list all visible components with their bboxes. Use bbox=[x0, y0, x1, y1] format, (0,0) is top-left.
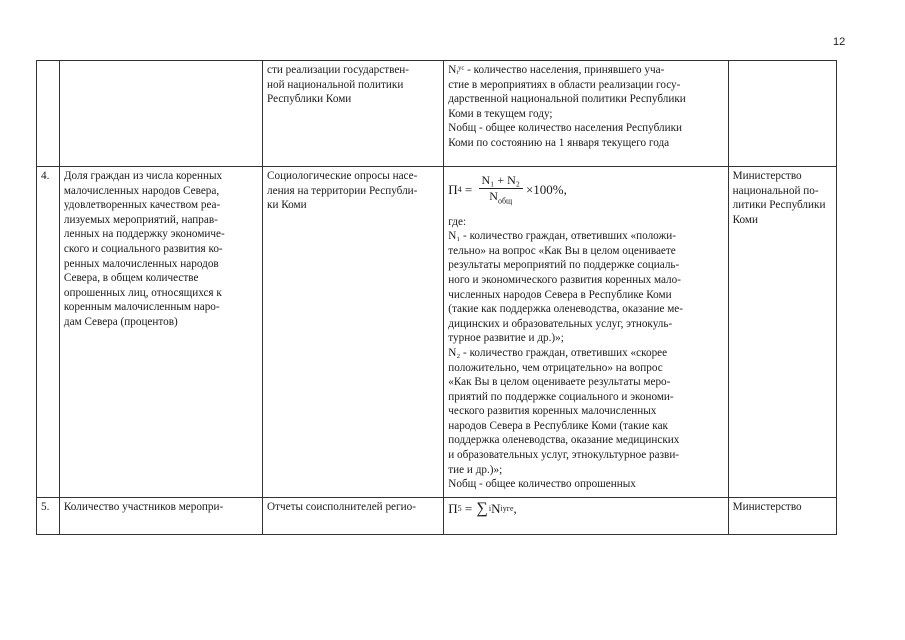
formula-lhs-sub: 5 bbox=[457, 504, 462, 513]
source-cell bbox=[263, 167, 444, 498]
responsible-line: Министерство bbox=[732, 501, 802, 513]
indicator-line: ленных на поддержку экономиче- bbox=[63, 228, 225, 241]
indicator-line: Количество участников меропри- bbox=[63, 501, 224, 513]
indicators-table bbox=[36, 60, 837, 535]
indicator-line: ского и социального развития ко- bbox=[63, 242, 223, 255]
description-line: численных народов Севера в Республике Коми bbox=[448, 288, 672, 301]
indicator-line: дам Севера (процентов) bbox=[63, 315, 178, 328]
indicator-line: малочисленных народов Севера, bbox=[63, 184, 220, 197]
formula-tail: ×100%, bbox=[525, 182, 567, 198]
description-line: ческого развития коренных малочисленных bbox=[448, 405, 657, 418]
formula-term: N bbox=[491, 501, 501, 516]
source-cell bbox=[263, 61, 444, 167]
source-line: Отчеты соисполнителей регио- bbox=[267, 501, 416, 513]
responsible-cell bbox=[728, 61, 836, 167]
formula-lhs: П bbox=[448, 501, 458, 516]
table-row bbox=[37, 61, 837, 167]
row-number: 4. bbox=[41, 170, 50, 182]
responsible-line: литики Республики bbox=[732, 199, 826, 212]
formula-tail: , bbox=[513, 501, 517, 516]
description-line: Коми в текущем году; bbox=[448, 107, 553, 120]
responsible-cell bbox=[728, 498, 836, 535]
formula-lhs-sub: 4 bbox=[457, 185, 462, 195]
source-line: Социологические опросы насе- bbox=[267, 170, 418, 182]
responsible-line: Министерство bbox=[732, 170, 802, 182]
description-line: турное развитие и др.)»; bbox=[448, 332, 564, 345]
formula-cell bbox=[444, 167, 728, 498]
formula-p4 bbox=[448, 173, 723, 209]
formula-p5 bbox=[448, 502, 723, 517]
indicator-cell bbox=[59, 61, 262, 167]
indicator-line: опрошенных лиц, относящихся к bbox=[63, 286, 222, 299]
indicator-line: лизуемых мероприятий, направ- bbox=[63, 213, 218, 226]
formula-term-sub: i bbox=[500, 504, 503, 513]
source-line: ления на территории Республи- bbox=[267, 184, 418, 197]
responsible-line: национальной по- bbox=[732, 184, 819, 197]
indicator-cell bbox=[59, 167, 262, 498]
page-number: 12 bbox=[833, 36, 846, 48]
description-line: (такие как поддержка оленеводства, оказание ме- bbox=[448, 303, 683, 316]
source-line: ки Коми bbox=[267, 199, 307, 212]
formula-lhs: П bbox=[448, 182, 458, 198]
description-line: N₁ - количество граждан, ответивших «положи- bbox=[448, 230, 676, 243]
sum-symbol: ∑ bbox=[476, 500, 488, 517]
formula-term-sup: уге bbox=[502, 504, 514, 513]
indicator-line: ренных малочисленных народов bbox=[63, 257, 219, 270]
row-number-cell bbox=[37, 61, 60, 167]
description-line: Nᵢʸᶜ - количество населения, принявшего уча- bbox=[448, 64, 665, 76]
responsible-cell bbox=[728, 167, 836, 498]
description-line: N₂ - количество граждан, ответивших «скорее bbox=[448, 346, 668, 359]
description-line: где: bbox=[448, 215, 467, 228]
formula-fraction bbox=[479, 173, 523, 209]
description-line: народов Севера в Республике Коми (такие как bbox=[448, 419, 668, 432]
description-line: тие и др.)»; bbox=[448, 463, 503, 476]
indicator-line: Доля граждан из числа коренных bbox=[63, 170, 223, 182]
description-line: ного и экономического развития коренных мало- bbox=[448, 273, 681, 286]
description-line: поддержка оленеводства, оказание медицинских bbox=[448, 434, 680, 447]
table-row bbox=[37, 498, 837, 535]
indicator-cell bbox=[59, 498, 262, 535]
row-number-cell bbox=[37, 498, 60, 535]
formula-den-sub: общ bbox=[497, 195, 513, 205]
description-line: дицинских и образовательных услуг, этнокуль- bbox=[448, 317, 673, 330]
formula-cell bbox=[444, 61, 728, 167]
row-number: 5. bbox=[41, 501, 50, 513]
description-line: «Как Вы в целом оцениваете результаты меро- bbox=[448, 376, 671, 389]
indicator-line: Севера, в общем количестве bbox=[63, 272, 199, 285]
table-row bbox=[37, 167, 837, 498]
description-line: тельно» на вопрос «Как Вы в целом оцениваете bbox=[448, 244, 676, 257]
description-line: Nобщ - общее количество опрошенных bbox=[448, 478, 636, 491]
description-line: и образовательных услуг, этнокультурное разви- bbox=[448, 449, 680, 462]
description-line: результаты мероприятий по поддержке социаль- bbox=[448, 259, 680, 272]
description-line: Nобщ - общее количество населения Республики bbox=[448, 122, 683, 135]
row-number-cell bbox=[37, 167, 60, 498]
formula-numerator: N₁ + N₂ bbox=[479, 173, 523, 189]
formula-denominator bbox=[486, 189, 515, 209]
description-line: дарственной национальной политики Республики bbox=[448, 93, 686, 106]
formula-equals: = bbox=[461, 501, 476, 516]
source-cell bbox=[263, 498, 444, 535]
formula-cell bbox=[444, 498, 728, 535]
formula-equals: = bbox=[461, 182, 476, 198]
source-line: сти реализации государствен- bbox=[267, 64, 410, 76]
description-line: Коми по состоянию на 1 января текущего года bbox=[448, 136, 670, 149]
source-line: Республики Коми bbox=[267, 93, 352, 106]
sum-index: i bbox=[488, 504, 492, 513]
description-line: приятий по поддержке социального и экономи- bbox=[448, 390, 674, 403]
responsible-line: Коми bbox=[732, 213, 758, 226]
indicator-line: удовлетворенных качеством реа- bbox=[63, 199, 221, 212]
source-line: ной национальной политики bbox=[267, 78, 404, 91]
indicator-line: коренным малочисленным наро- bbox=[63, 301, 220, 314]
formula-den-text: N bbox=[489, 188, 498, 203]
description-line: положительно, чем отрицательно» на вопрос bbox=[448, 361, 663, 374]
description-line: стие в мероприятиях в области реализации госу- bbox=[448, 78, 681, 91]
